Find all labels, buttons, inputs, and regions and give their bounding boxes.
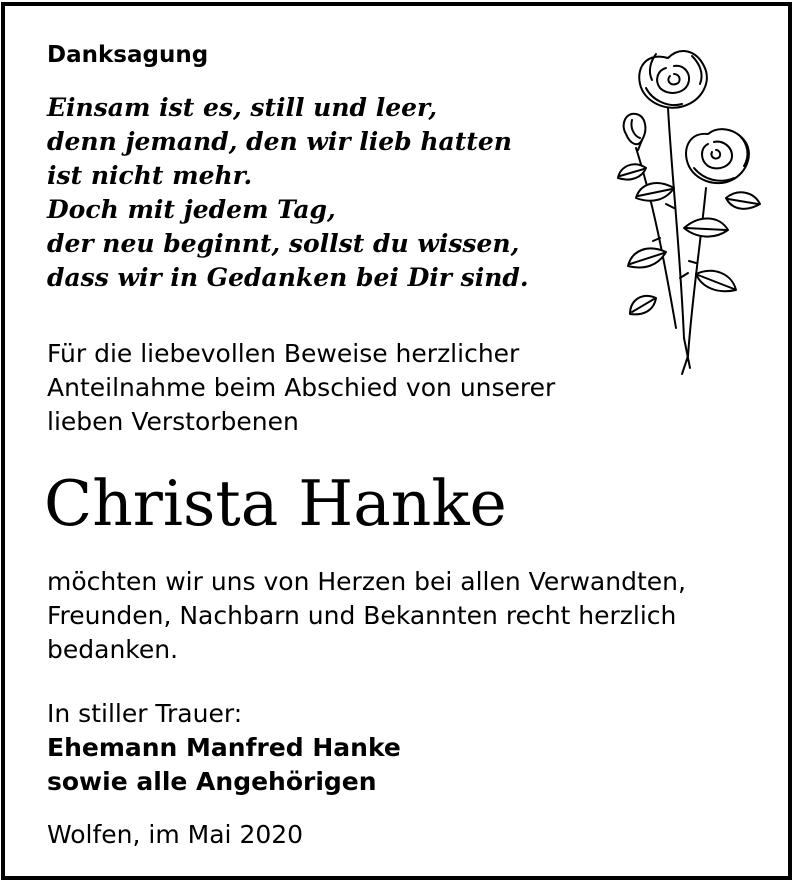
signer-line: sowie alle Angehörigen [47, 767, 377, 796]
poem-line: ist nicht mehr. [47, 161, 253, 190]
poem-line: Doch mit jedem Tag, [47, 195, 336, 224]
thanks-line: möchten wir uns von Herzen bei allen Verwandten, [47, 567, 686, 596]
poem [47, 91, 529, 295]
intro-line: lieben Verstorbenen [47, 407, 299, 436]
poem-line: denn jemand, den wir lieb hatten [47, 127, 512, 156]
roses-drawing [596, 38, 770, 378]
thanks-line: Freunden, Nachbarn und Bekannten recht herzlich [47, 601, 677, 630]
deceased-name: Christa Hanke [44, 467, 507, 540]
signer-line: Ehemann Manfred Hanke [47, 733, 401, 762]
notice-heading: Danksagung [47, 42, 209, 68]
intro-line: Anteilnahme beim Abschied von unserer [47, 373, 556, 402]
intro-line: Für die liebevollen Beweise herzlicher [47, 339, 520, 368]
poem-line: dass wir in Gedanken bei Dir sind. [47, 263, 529, 292]
mourning-label: In stiller Trauer: [47, 699, 243, 728]
signers [47, 731, 401, 799]
place-date: Wolfen, im Mai 2020 [47, 820, 304, 849]
poem-line: Einsam ist es, still und leer, [47, 93, 438, 122]
intro-text [47, 337, 555, 439]
poem-line: der neu beginnt, sollst du wissen, [47, 229, 520, 258]
thanks-line: bedanken. [47, 635, 179, 664]
thanks-text [47, 565, 686, 667]
